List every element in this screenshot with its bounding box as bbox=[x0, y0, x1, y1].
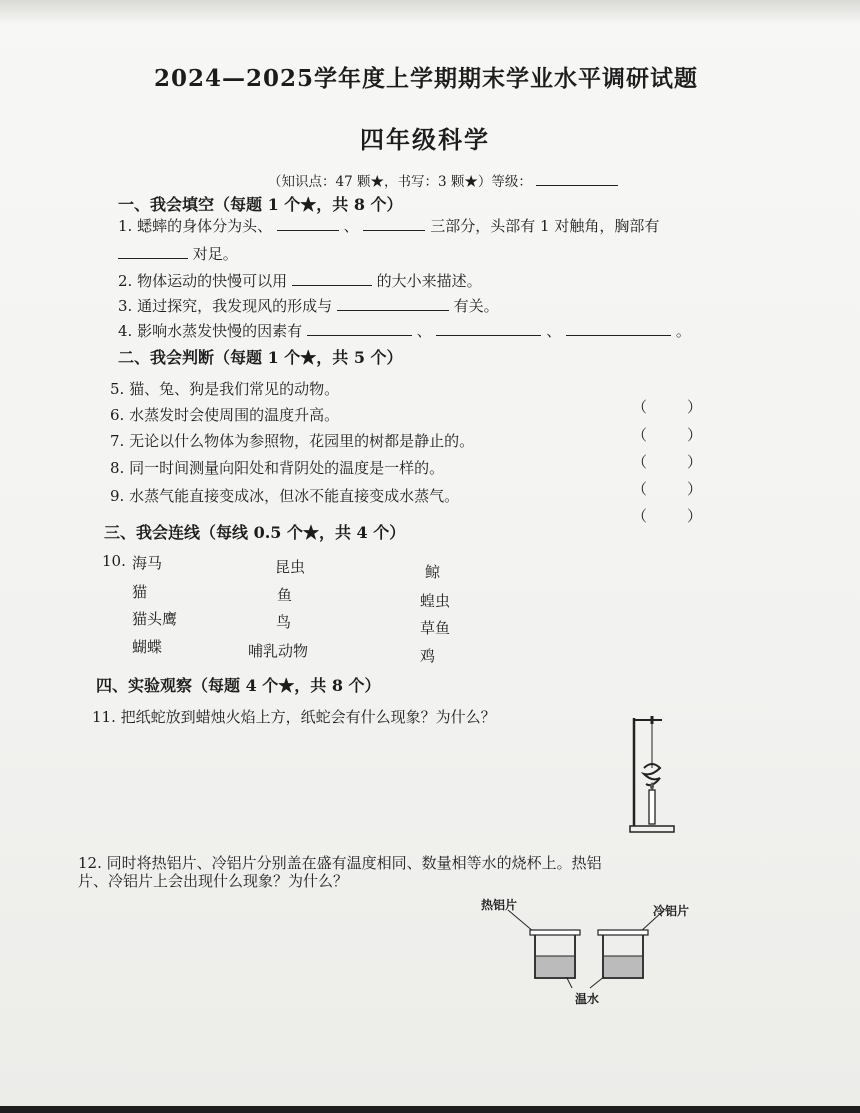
q2-text-a: 2. 物体运动的快慢可以用 bbox=[118, 272, 288, 290]
label-cold-aluminum: 冷铝片 bbox=[653, 904, 690, 918]
label-hot-aluminum: 热铝片 bbox=[481, 898, 518, 912]
q1-text-c: 三部分，头部有 1 对触角，胸部有 bbox=[430, 217, 660, 235]
q3-blank[interactable] bbox=[337, 295, 449, 311]
section1-heading: 一、我会填空（每题 1 个★，共 8 个） bbox=[118, 195, 403, 214]
left-item-3[interactable]: 猫头鹰 bbox=[132, 610, 178, 628]
question-3 bbox=[118, 295, 499, 316]
answer-paren-3[interactable]: （ ） bbox=[632, 453, 703, 471]
q4-text-a: 4. 影响水蒸发快慢的因素有 bbox=[118, 322, 303, 340]
q1-blank-3[interactable] bbox=[118, 243, 188, 259]
grade-blank[interactable] bbox=[536, 170, 618, 186]
q1-blank-2[interactable] bbox=[363, 215, 425, 231]
section2-heading: 二、我会判断（每题 1 个★，共 5 个） bbox=[118, 348, 403, 367]
section4-heading: 四、实验观察（每题 4 个★，共 8 个） bbox=[96, 676, 381, 695]
answer-paren-2[interactable]: （ ） bbox=[632, 426, 703, 444]
question-2 bbox=[118, 270, 482, 291]
question-4 bbox=[118, 320, 691, 341]
q4-blank-1[interactable] bbox=[307, 320, 412, 336]
judge-item-9: 9. 水蒸气能直接变成冰，但冰不能直接变成水蒸气。 bbox=[110, 487, 460, 505]
answer-paren-1[interactable]: （ ） bbox=[632, 398, 703, 416]
q2-blank[interactable] bbox=[292, 270, 372, 286]
q1-text-a: 1. 蟋蟀的身体分为头、 bbox=[118, 217, 273, 235]
left-item-4[interactable]: 蝴蝶 bbox=[132, 638, 163, 656]
label-warm-water: 温水 bbox=[575, 992, 600, 1006]
middle-item-4[interactable]: 哺乳动物 bbox=[248, 642, 309, 660]
exam-title: 2024—2025学年度上学期期末学业水平调研试题 bbox=[154, 65, 699, 92]
paper-snake-apparatus bbox=[622, 708, 682, 838]
beakers-diagram bbox=[490, 904, 690, 1014]
question-1-line1 bbox=[118, 215, 659, 236]
judge-item-6: 6. 水蒸发时会使周围的温度升高。 bbox=[110, 406, 340, 424]
judge-item-5: 5. 猫、兔、狗是我们常见的动物。 bbox=[110, 380, 340, 398]
q3-text-a: 3. 通过探究，我发现风的形成与 bbox=[118, 297, 333, 315]
exam-subtitle: 四年级科学 bbox=[360, 125, 490, 154]
middle-item-2[interactable]: 鱼 bbox=[277, 586, 293, 604]
q4-blank-2[interactable] bbox=[436, 320, 541, 336]
score-info bbox=[268, 170, 618, 190]
q1-blank-1[interactable] bbox=[277, 215, 339, 231]
question-1-line2 bbox=[118, 243, 238, 264]
left-item-2[interactable]: 猫 bbox=[132, 583, 148, 601]
answer-paren-5[interactable]: （ ） bbox=[632, 507, 703, 525]
q4-sep-1: 、 bbox=[416, 322, 432, 340]
q4-sep-2: 、 bbox=[546, 322, 562, 340]
section3-heading: 三、我会连线（每线 0.5 个★，共 4 个） bbox=[104, 523, 406, 542]
q4-end: 。 bbox=[675, 322, 691, 340]
question-12-line2: 片、冷铝片上会出现什么现象？为什么？ bbox=[78, 872, 349, 890]
question-12-line1: 12. 同时将热铝片、冷铝片分别盖在盛有温度相同、数量相等水的烧杯上。热铝 bbox=[78, 854, 602, 872]
q1-text-d: 对足。 bbox=[192, 245, 238, 263]
answer-paren-4[interactable]: （ ） bbox=[632, 480, 703, 498]
right-item-1[interactable]: 鲸 bbox=[425, 563, 441, 581]
question-11: 11. 把纸蛇放到蜡烛火焰上方，纸蛇会有什么现象？为什么？ bbox=[92, 708, 496, 726]
middle-item-1[interactable]: 昆虫 bbox=[275, 558, 306, 576]
q4-blank-3[interactable] bbox=[566, 320, 671, 336]
scan-shadow bbox=[0, 0, 860, 24]
middle-item-3[interactable]: 鸟 bbox=[276, 613, 292, 631]
q3-text-b: 有关。 bbox=[453, 297, 499, 315]
right-item-3[interactable]: 草鱼 bbox=[420, 619, 451, 637]
score-info-text: （知识点：47 颗★，书写：3 颗★）等级： bbox=[268, 174, 532, 190]
matching-number: 10. bbox=[102, 552, 126, 570]
judge-item-7: 7. 无论以什么物体为参照物，花园里的树都是静止的。 bbox=[110, 432, 475, 450]
scan-bottom-edge bbox=[0, 1106, 860, 1113]
q1-text-b: 、 bbox=[343, 217, 359, 235]
q2-text-b: 的大小来描述。 bbox=[376, 272, 482, 290]
right-item-4[interactable]: 鸡 bbox=[420, 647, 436, 665]
judge-item-8: 8. 同一时间测量向阳处和背阴处的温度是一样的。 bbox=[110, 459, 445, 477]
left-item-1[interactable]: 海马 bbox=[132, 554, 163, 572]
right-item-2[interactable]: 蝗虫 bbox=[420, 592, 451, 610]
